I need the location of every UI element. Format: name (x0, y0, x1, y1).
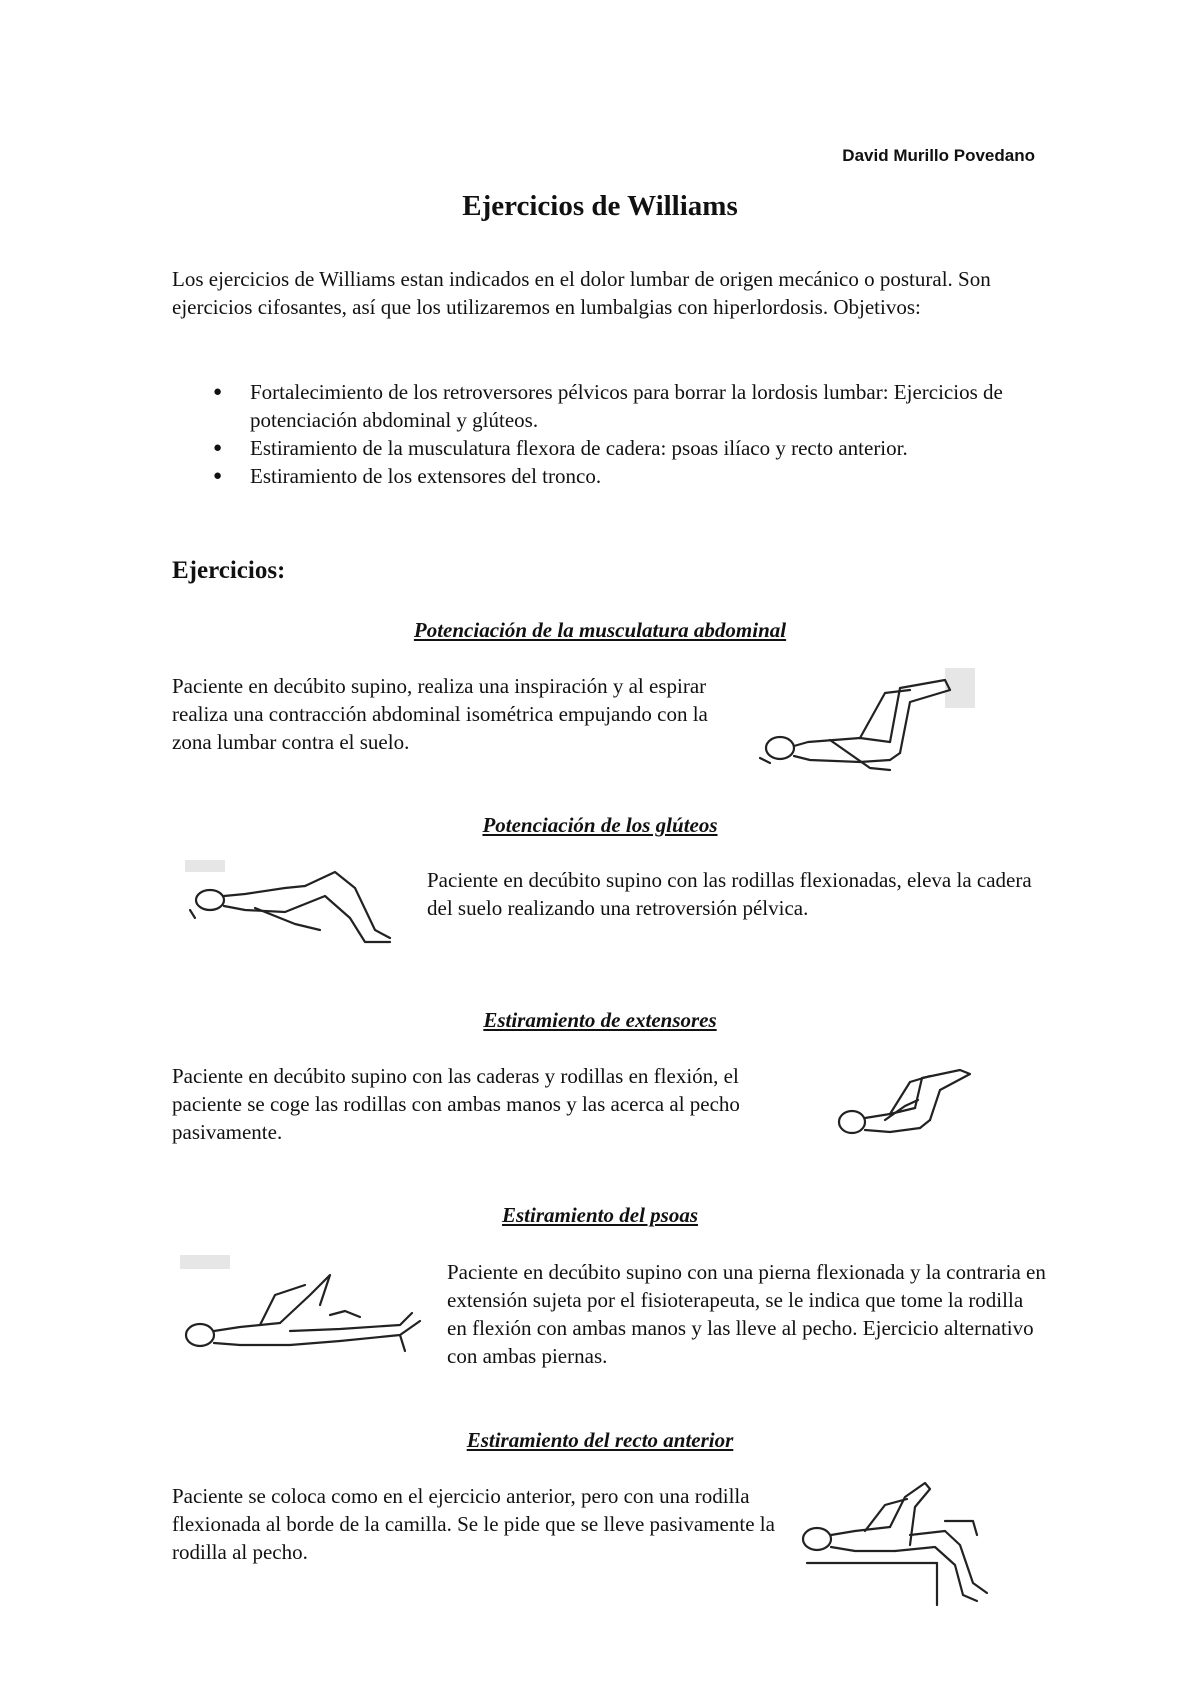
exercise-text-abdominal: Paciente en decúbito supino, realiza una inspiración y al espirar realiza una contracción abdominal isométrica empujando con la zona lumbar contra el suelo. (172, 674, 708, 754)
objectives-list (210, 378, 1030, 490)
document-title: Ejercicios de Williams (462, 190, 738, 222)
exercise-text-recto-anterior: Paciente se coloca como en el ejercicio anterior, pero con una rodilla flexionada al borde de la camilla. Se le pide que se lleve pasivamente la rodilla al pecho. (172, 1484, 775, 1564)
knees-to-chest-illustration (750, 668, 980, 778)
exercise-title-psoas: Estiramiento del psoas (501, 1203, 699, 1227)
hug-knees-illustration (830, 1060, 990, 1150)
table-edge-stretch-illustration (795, 1475, 1005, 1610)
exercise-title-extensores: Estiramiento de extensores (483, 1008, 717, 1032)
objective-item: ● Fortalecimiento de los retroversores pélvicos para borrar la lordosis lumbar: Ejercicios de potenciación abdominal y glúteos. (210, 378, 1030, 434)
pelvic-bridge-illustration (185, 860, 410, 955)
exercise-text-psoas: Paciente en decúbito supino con una pierna flexionada y la contraria en extensión sujeta por el fisioterapeuta, se le indica que tome la rodilla en flexión con ambas manos y las lleve al pecho. Ejercicio alternativo con ambas piernas. (447, 1260, 1046, 1368)
exercise-title-abdominal: Potenciación de la musculatura abdominal (413, 618, 787, 642)
intro-paragraph: Los ejercicios de Williams estan indicados en el dolor lumbar de origen mecánico o postural. Son ejercicios cifosantes, así que los utilizaremos en lumbalgias con hiperlordosis. Objetivos: (172, 267, 991, 319)
exercise-text-gluteos: Paciente en decúbito supino con las rodillas flexionadas, eleva la cadera del suelo realizando una retroversión pélvica. (427, 868, 1032, 920)
objective-item: ● Estiramiento de la musculatura flexora de cadera: psoas ilíaco y recto anterior. (210, 434, 1030, 462)
exercises-heading: Ejercicios: (172, 557, 286, 584)
exercise-title-recto-anterior: Estiramiento del recto anterior (466, 1428, 734, 1452)
exercise-title-gluteos: Potenciación de los glúteos (482, 813, 718, 837)
author-name: David Murillo Povedano (842, 146, 1035, 165)
objective-item: ● Estiramiento de los extensores del tronco. (210, 462, 1030, 490)
exercise-text-extensores: Paciente en decúbito supino con las caderas y rodillas en flexión, el paciente se coge las rodillas con ambas manos y las acerca al pecho pasivamente. (172, 1064, 740, 1144)
single-knee-to-chest-illustration (180, 1255, 435, 1365)
